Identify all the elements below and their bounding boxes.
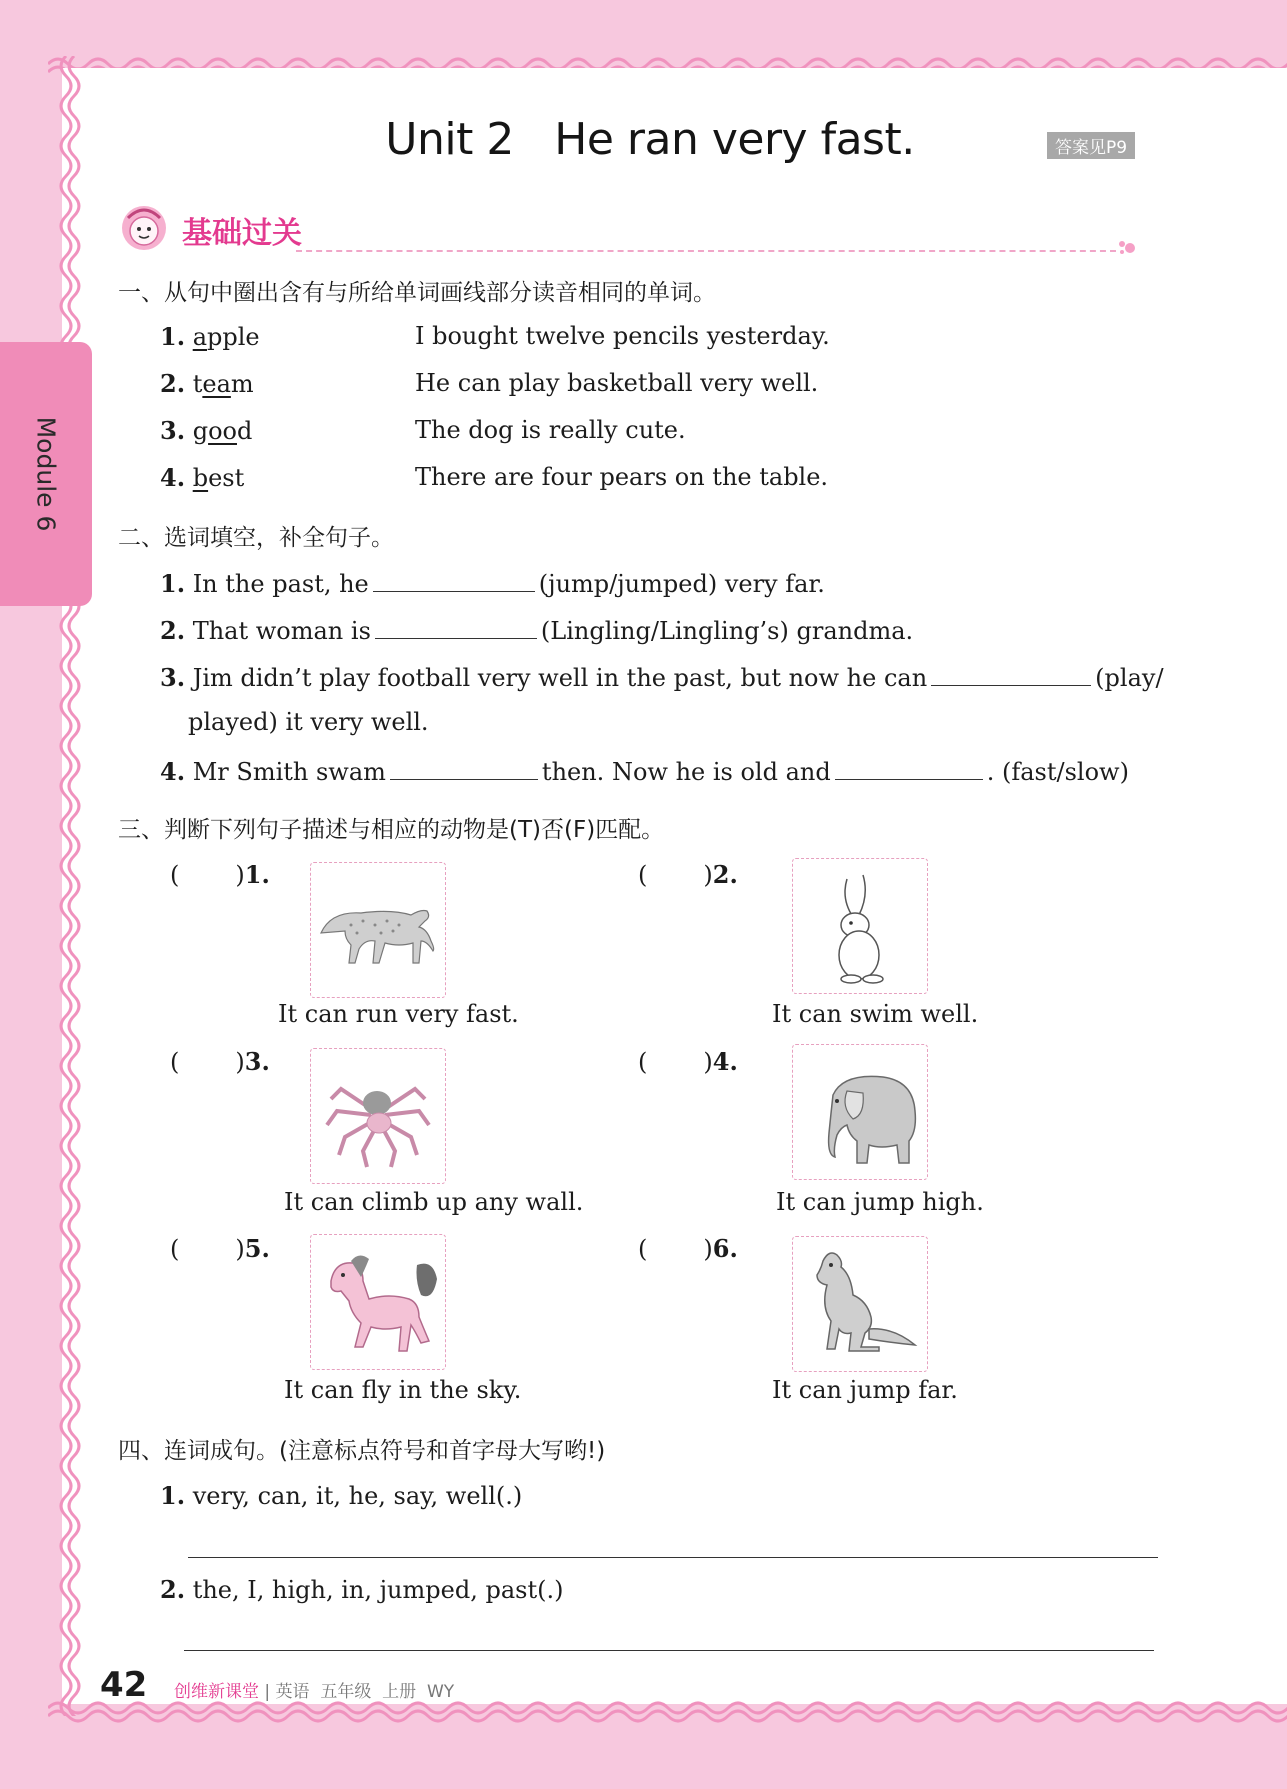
q3-caption: It can jump high.	[776, 1188, 984, 1216]
elephant-icon	[793, 1045, 927, 1179]
q1-sentence: The dog is really cute.	[415, 416, 686, 444]
q3-image-box	[792, 858, 928, 994]
q3-caption: It can climb up any wall.	[284, 1188, 584, 1216]
q3-answer-paren[interactable]: ( )5.	[170, 1234, 270, 1263]
page-title: Unit 2 He ran very fast.	[385, 114, 915, 165]
q3-image-box	[310, 1048, 446, 1184]
left-wavy-border	[52, 56, 82, 1716]
q4-heading: 四、连词成句。(注意标点符号和首字母大写哟!)	[118, 1438, 606, 1464]
q1-item: 4. best	[160, 463, 245, 492]
answer-blank[interactable]	[835, 755, 983, 780]
q3-image-box	[792, 1044, 928, 1180]
q3-caption: It can fly in the sky.	[284, 1376, 522, 1404]
q3-caption: It can run very fast.	[278, 1000, 519, 1028]
q1-item: 1. apple	[160, 322, 260, 351]
module-label: Module 6	[31, 416, 61, 532]
answer-reference-badge: 答案见P9	[1047, 132, 1135, 159]
module-side-tab	[0, 342, 92, 606]
q3-caption: It can swim well.	[772, 1000, 979, 1028]
q3-answer-paren[interactable]: ( )6.	[638, 1234, 738, 1263]
q3-image-box	[310, 862, 446, 998]
answer-blank[interactable]	[375, 614, 537, 639]
banner-dots-icon	[1116, 238, 1146, 258]
q1-sentence: There are four pears on the table.	[415, 463, 829, 491]
q3-caption: It can jump far.	[772, 1376, 958, 1404]
page-number: 42	[100, 1665, 148, 1705]
cheetah-icon	[311, 863, 445, 997]
q4-answer-line[interactable]	[184, 1650, 1154, 1651]
q1-sentence: He can play basketball very well.	[415, 369, 819, 397]
q2-item: 2. That woman is (Lingling/Lingling’s) grandma.	[160, 616, 914, 645]
q1-sentence: I bought twelve pencils yesterday.	[415, 322, 830, 350]
q1-item: 2. team	[160, 369, 254, 398]
spider-icon	[311, 1049, 445, 1183]
q1-item: 3. good	[160, 416, 253, 445]
banner-dotted-line	[296, 250, 1116, 252]
footer-brand: 创维新课堂	[174, 1682, 259, 1702]
footer-info: | 英语 五年级 上册 WY	[259, 1682, 455, 1702]
q4-item: 1. very, can, it, he, say, well(.)	[160, 1481, 523, 1510]
q3-answer-paren[interactable]: ( )1.	[170, 860, 270, 889]
horse-icon	[311, 1235, 445, 1369]
q2-heading: 二、选词填空，补全句子。	[118, 525, 394, 551]
q2-item: 1. In the past, he (jump/jumped) very far.	[160, 569, 825, 598]
q1-word: best	[192, 464, 245, 492]
q1-word: good	[192, 417, 253, 445]
q1-word: apple	[192, 323, 260, 351]
q3-answer-paren[interactable]: ( )4.	[638, 1047, 738, 1076]
q2-item-continued: played) it very well.	[188, 708, 429, 736]
kangaroo-icon	[793, 1237, 927, 1371]
section-banner	[116, 204, 1161, 254]
q3-answer-paren[interactable]: ( )2.	[638, 860, 738, 889]
mascot-icon	[116, 204, 176, 254]
bottom-wavy-border	[48, 1698, 1287, 1728]
q3-heading: 三、判断下列句子描述与相应的动物是(T)否(F)匹配。	[118, 817, 665, 843]
q3-answer-paren[interactable]: ( )3.	[170, 1047, 270, 1076]
q4-answer-line[interactable]	[188, 1557, 1158, 1558]
footer-text	[174, 1677, 454, 1702]
answer-blank[interactable]	[373, 567, 535, 592]
q2-item: 4. Mr Smith swam then. Now he is old and . (fast/slow)	[160, 757, 1129, 786]
answer-blank[interactable]	[390, 755, 538, 780]
q1-heading: 一、从句中圈出含有与所给单词画线部分读音相同的单词。	[118, 280, 716, 306]
q4-item: 2. the, I, high, in, jumped, past(.)	[160, 1575, 564, 1604]
q3-image-box	[310, 1234, 446, 1370]
answer-blank[interactable]	[931, 661, 1091, 686]
section-banner-title: 基础过关	[182, 216, 302, 251]
q3-image-box	[792, 1236, 928, 1372]
q2-item: 3. Jim didn’t play football very well in the past, but now he can (play/	[160, 663, 1164, 692]
rabbit-icon	[793, 859, 927, 993]
q1-word: team	[192, 370, 254, 398]
